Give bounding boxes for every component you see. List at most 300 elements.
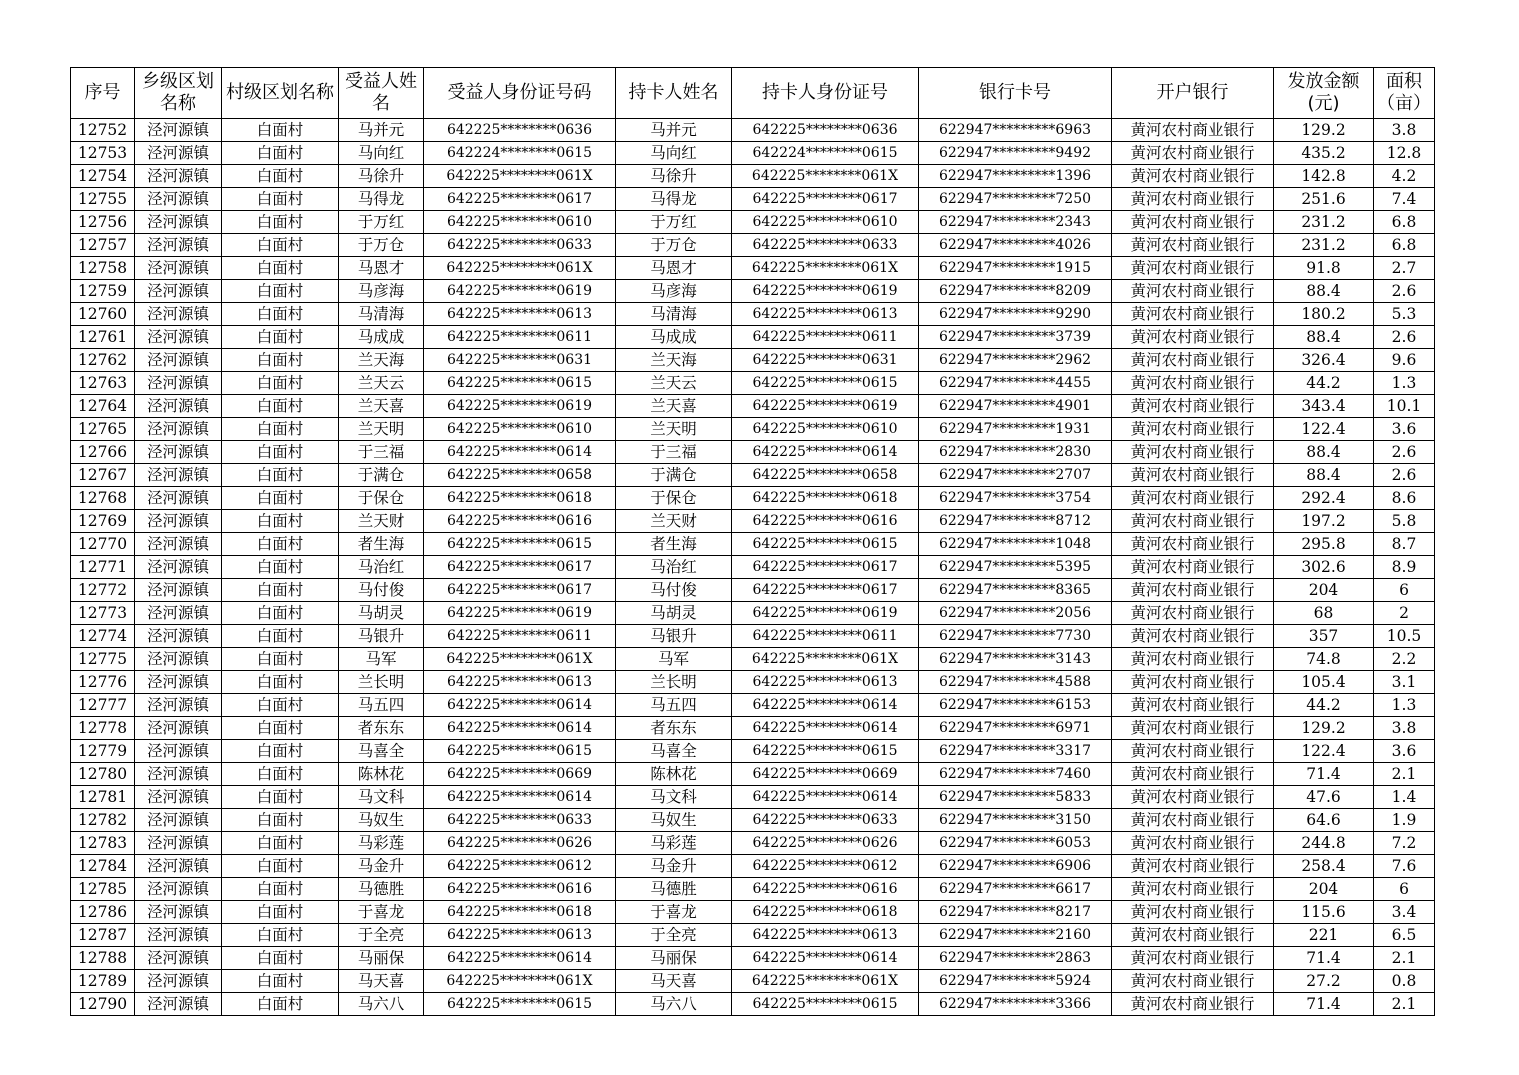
cell-serial: 12760 [71, 303, 135, 326]
col-header-township: 乡级区划名称 [135, 68, 222, 119]
cell-area: 12.8 [1374, 142, 1435, 165]
cell-cardholder-id: 642225********0613 [732, 924, 919, 947]
cell-cardholder-id: 642225********0658 [732, 464, 919, 487]
cell-beneficiary-id: 642225********0615 [424, 533, 616, 556]
cell-serial: 12758 [71, 257, 135, 280]
cell-village: 白面村 [222, 901, 339, 924]
cell-serial: 12785 [71, 878, 135, 901]
cell-bank-card: 622947*********3317 [919, 740, 1112, 763]
table-row [71, 487, 1435, 510]
cell-beneficiary-name: 马丽保 [339, 947, 424, 970]
cell-amount: 435.2 [1274, 142, 1374, 165]
table-row [71, 234, 1435, 257]
cell-cardholder-id: 642225********0617 [732, 556, 919, 579]
cell-cardholder-name: 于喜龙 [616, 901, 732, 924]
cell-beneficiary-name: 者东东 [339, 717, 424, 740]
cell-bank: 黄河农村商业银行 [1112, 993, 1274, 1016]
cell-beneficiary-name: 马向红 [339, 142, 424, 165]
cell-township: 泾河源镇 [135, 694, 222, 717]
cell-amount: 197.2 [1274, 510, 1374, 533]
cell-bank-card: 622947*********3150 [919, 809, 1112, 832]
cell-cardholder-name: 兰天云 [616, 372, 732, 395]
cell-beneficiary-name: 马徐升 [339, 165, 424, 188]
cell-cardholder-name: 者生海 [616, 533, 732, 556]
cell-beneficiary-id: 642225********0633 [424, 809, 616, 832]
cell-amount: 71.4 [1274, 763, 1374, 786]
cell-bank: 黄河农村商业银行 [1112, 464, 1274, 487]
col-header-amount: 发放金额(元) [1274, 68, 1374, 119]
cell-township: 泾河源镇 [135, 924, 222, 947]
cell-beneficiary-id: 642225********0631 [424, 349, 616, 372]
table-body [71, 119, 1435, 1016]
cell-area: 0.8 [1374, 970, 1435, 993]
cell-cardholder-name: 于全亮 [616, 924, 732, 947]
cell-cardholder-name: 马恩才 [616, 257, 732, 280]
cell-beneficiary-name: 马清海 [339, 303, 424, 326]
cell-cardholder-id: 642225********0617 [732, 579, 919, 602]
cell-beneficiary-name: 马军 [339, 648, 424, 671]
col-header-beneficiary-name: 受益人姓名 [339, 68, 424, 119]
cell-bank-card: 622947*********7250 [919, 188, 1112, 211]
cell-beneficiary-id: 642225********0610 [424, 418, 616, 441]
table-row [71, 694, 1435, 717]
cell-bank-card: 622947*********3739 [919, 326, 1112, 349]
cell-bank: 黄河农村商业银行 [1112, 533, 1274, 556]
table-row [71, 579, 1435, 602]
cell-township: 泾河源镇 [135, 947, 222, 970]
cell-serial: 12778 [71, 717, 135, 740]
cell-cardholder-name: 陈林花 [616, 763, 732, 786]
cell-beneficiary-name: 马银升 [339, 625, 424, 648]
cell-cardholder-name: 兰天海 [616, 349, 732, 372]
table-row [71, 602, 1435, 625]
table-row [71, 556, 1435, 579]
cell-cardholder-name: 于满仓 [616, 464, 732, 487]
cell-beneficiary-name: 马彦海 [339, 280, 424, 303]
cell-beneficiary-name: 于万红 [339, 211, 424, 234]
cell-bank: 黄河农村商业银行 [1112, 809, 1274, 832]
cell-bank: 黄河农村商业银行 [1112, 257, 1274, 280]
cell-cardholder-name: 于三福 [616, 441, 732, 464]
cell-area: 10.5 [1374, 625, 1435, 648]
cell-beneficiary-name: 于喜龙 [339, 901, 424, 924]
cell-village: 白面村 [222, 786, 339, 809]
cell-township: 泾河源镇 [135, 579, 222, 602]
cell-serial: 12764 [71, 395, 135, 418]
table-row [71, 993, 1435, 1016]
cell-village: 白面村 [222, 993, 339, 1016]
cell-amount: 88.4 [1274, 464, 1374, 487]
cell-village: 白面村 [222, 142, 339, 165]
cell-cardholder-name: 兰天喜 [616, 395, 732, 418]
cell-serial: 12763 [71, 372, 135, 395]
cell-bank-card: 622947*********4901 [919, 395, 1112, 418]
cell-village: 白面村 [222, 970, 339, 993]
col-header-cardholder-id: 持卡人身份证号 [732, 68, 919, 119]
cell-bank: 黄河农村商业银行 [1112, 234, 1274, 257]
cell-area: 1.3 [1374, 372, 1435, 395]
cell-amount: 71.4 [1274, 993, 1374, 1016]
table-row [71, 142, 1435, 165]
cell-cardholder-name: 马六八 [616, 993, 732, 1016]
cell-bank: 黄河农村商业银行 [1112, 694, 1274, 717]
cell-cardholder-name: 马付俊 [616, 579, 732, 602]
col-header-area: 面积（亩） [1374, 68, 1435, 119]
cell-area: 5.8 [1374, 510, 1435, 533]
cell-township: 泾河源镇 [135, 418, 222, 441]
cell-bank-card: 622947*********9290 [919, 303, 1112, 326]
cell-cardholder-name: 马得龙 [616, 188, 732, 211]
cell-cardholder-name: 马五四 [616, 694, 732, 717]
cell-village: 白面村 [222, 510, 339, 533]
cell-cardholder-name: 马喜全 [616, 740, 732, 763]
cell-cardholder-id: 642225********061X [732, 165, 919, 188]
cell-cardholder-id: 642225********061X [732, 970, 919, 993]
cell-serial: 12780 [71, 763, 135, 786]
cell-serial: 12754 [71, 165, 135, 188]
cell-bank-card: 622947*********2863 [919, 947, 1112, 970]
cell-area: 8.7 [1374, 533, 1435, 556]
cell-cardholder-id: 642225********0613 [732, 671, 919, 694]
cell-bank: 黄河农村商业银行 [1112, 602, 1274, 625]
cell-bank-card: 622947*********9492 [919, 142, 1112, 165]
cell-bank-card: 622947*********6153 [919, 694, 1112, 717]
cell-township: 泾河源镇 [135, 119, 222, 142]
cell-beneficiary-id: 642225********0615 [424, 372, 616, 395]
cell-area: 7.6 [1374, 855, 1435, 878]
cell-cardholder-name: 马徐升 [616, 165, 732, 188]
cell-bank-card: 622947*********7460 [919, 763, 1112, 786]
cell-village: 白面村 [222, 303, 339, 326]
table-row [71, 257, 1435, 280]
cell-village: 白面村 [222, 947, 339, 970]
cell-bank-card: 622947*********1931 [919, 418, 1112, 441]
cell-cardholder-id: 642225********0633 [732, 234, 919, 257]
cell-beneficiary-id: 642225********0616 [424, 878, 616, 901]
cell-amount: 326.4 [1274, 349, 1374, 372]
cell-bank-card: 622947*********5395 [919, 556, 1112, 579]
cell-beneficiary-id: 642225********0636 [424, 119, 616, 142]
cell-bank: 黄河农村商业银行 [1112, 441, 1274, 464]
cell-cardholder-name: 马德胜 [616, 878, 732, 901]
cell-township: 泾河源镇 [135, 257, 222, 280]
cell-cardholder-id: 642225********061X [732, 257, 919, 280]
table-row [71, 211, 1435, 234]
cell-beneficiary-name: 马并元 [339, 119, 424, 142]
cell-cardholder-id: 642225********0613 [732, 303, 919, 326]
cell-area: 2.6 [1374, 326, 1435, 349]
cell-amount: 302.6 [1274, 556, 1374, 579]
cell-area: 3.6 [1374, 418, 1435, 441]
cell-bank: 黄河农村商业银行 [1112, 372, 1274, 395]
cell-township: 泾河源镇 [135, 372, 222, 395]
cell-village: 白面村 [222, 119, 339, 142]
cell-serial: 12790 [71, 993, 135, 1016]
cell-beneficiary-id: 642225********061X [424, 970, 616, 993]
cell-village: 白面村 [222, 372, 339, 395]
cell-bank: 黄河农村商业银行 [1112, 878, 1274, 901]
cell-area: 8.9 [1374, 556, 1435, 579]
table-row [71, 165, 1435, 188]
cell-village: 白面村 [222, 671, 339, 694]
table-row [71, 372, 1435, 395]
cell-bank: 黄河农村商业银行 [1112, 303, 1274, 326]
cell-amount: 88.4 [1274, 326, 1374, 349]
cell-bank: 黄河农村商业银行 [1112, 326, 1274, 349]
cell-cardholder-id: 642225********0614 [732, 947, 919, 970]
cell-amount: 129.2 [1274, 119, 1374, 142]
cell-serial: 12765 [71, 418, 135, 441]
cell-cardholder-id: 642225********0615 [732, 740, 919, 763]
cell-bank-card: 622947*********5924 [919, 970, 1112, 993]
cell-bank: 黄河农村商业银行 [1112, 142, 1274, 165]
cell-serial: 12776 [71, 671, 135, 694]
cell-cardholder-name: 马彦海 [616, 280, 732, 303]
cell-beneficiary-name: 兰长明 [339, 671, 424, 694]
cell-beneficiary-id: 642225********061X [424, 257, 616, 280]
cell-township: 泾河源镇 [135, 740, 222, 763]
cell-beneficiary-id: 642224********0615 [424, 142, 616, 165]
cell-beneficiary-id: 642225********0618 [424, 487, 616, 510]
cell-beneficiary-id: 642225********0619 [424, 395, 616, 418]
table-row [71, 878, 1435, 901]
cell-bank: 黄河农村商业银行 [1112, 832, 1274, 855]
cell-bank-card: 622947*********6971 [919, 717, 1112, 740]
col-header-bank-card: 银行卡号 [919, 68, 1112, 119]
cell-cardholder-name: 马文科 [616, 786, 732, 809]
cell-amount: 88.4 [1274, 280, 1374, 303]
cell-amount: 122.4 [1274, 418, 1374, 441]
cell-cardholder-id: 642225********0618 [732, 901, 919, 924]
cell-cardholder-name: 马并元 [616, 119, 732, 142]
table-row [71, 119, 1435, 142]
cell-cardholder-id: 642225********0614 [732, 694, 919, 717]
cell-serial: 12789 [71, 970, 135, 993]
cell-serial: 12762 [71, 349, 135, 372]
cell-beneficiary-name: 马治红 [339, 556, 424, 579]
cell-cardholder-name: 兰长明 [616, 671, 732, 694]
cell-serial: 12771 [71, 556, 135, 579]
cell-area: 1.4 [1374, 786, 1435, 809]
cell-village: 白面村 [222, 418, 339, 441]
cell-bank: 黄河农村商业银行 [1112, 947, 1274, 970]
cell-village: 白面村 [222, 533, 339, 556]
cell-cardholder-id: 642225********0615 [732, 533, 919, 556]
cell-beneficiary-name: 马天喜 [339, 970, 424, 993]
cell-township: 泾河源镇 [135, 533, 222, 556]
cell-beneficiary-name: 马彩莲 [339, 832, 424, 855]
cell-beneficiary-id: 642225********061X [424, 165, 616, 188]
cell-cardholder-id: 642225********0631 [732, 349, 919, 372]
cell-cardholder-name: 兰天财 [616, 510, 732, 533]
cell-village: 白面村 [222, 441, 339, 464]
table-row [71, 717, 1435, 740]
cell-beneficiary-id: 642225********0619 [424, 602, 616, 625]
cell-bank-card: 622947*********6963 [919, 119, 1112, 142]
cell-beneficiary-name: 于满仓 [339, 464, 424, 487]
cell-township: 泾河源镇 [135, 901, 222, 924]
header-row [71, 68, 1435, 119]
cell-township: 泾河源镇 [135, 855, 222, 878]
subsidy-table [70, 67, 1435, 1016]
cell-bank-card: 622947*********2962 [919, 349, 1112, 372]
cell-cardholder-id: 642225********0616 [732, 510, 919, 533]
cell-bank: 黄河农村商业银行 [1112, 786, 1274, 809]
cell-beneficiary-id: 642225********0612 [424, 855, 616, 878]
cell-cardholder-id: 642225********0615 [732, 993, 919, 1016]
cell-bank-card: 622947*********4588 [919, 671, 1112, 694]
table-row [71, 671, 1435, 694]
cell-cardholder-id: 642225********0669 [732, 763, 919, 786]
cell-beneficiary-id: 642225********0611 [424, 326, 616, 349]
cell-village: 白面村 [222, 349, 339, 372]
cell-bank: 黄河农村商业银行 [1112, 556, 1274, 579]
cell-beneficiary-id: 642225********0633 [424, 234, 616, 257]
cell-area: 2.1 [1374, 993, 1435, 1016]
cell-township: 泾河源镇 [135, 142, 222, 165]
cell-bank-card: 622947*********8365 [919, 579, 1112, 602]
cell-village: 白面村 [222, 234, 339, 257]
cell-area: 6.5 [1374, 924, 1435, 947]
table-row [71, 947, 1435, 970]
cell-amount: 251.6 [1274, 188, 1374, 211]
cell-beneficiary-id: 642225********0615 [424, 993, 616, 1016]
cell-serial: 12768 [71, 487, 135, 510]
table-row [71, 326, 1435, 349]
cell-cardholder-id: 642225********0616 [732, 878, 919, 901]
cell-township: 泾河源镇 [135, 809, 222, 832]
cell-serial: 12783 [71, 832, 135, 855]
cell-bank: 黄河农村商业银行 [1112, 418, 1274, 441]
cell-cardholder-id: 642224********0615 [732, 142, 919, 165]
cell-cardholder-id: 642225********0636 [732, 119, 919, 142]
cell-area: 2.6 [1374, 441, 1435, 464]
cell-serial: 12777 [71, 694, 135, 717]
cell-cardholder-id: 642225********0614 [732, 717, 919, 740]
cell-village: 白面村 [222, 740, 339, 763]
table-row [71, 763, 1435, 786]
cell-village: 白面村 [222, 188, 339, 211]
cell-beneficiary-name: 马德胜 [339, 878, 424, 901]
cell-bank-card: 622947*********3754 [919, 487, 1112, 510]
cell-bank: 黄河农村商业银行 [1112, 579, 1274, 602]
cell-village: 白面村 [222, 326, 339, 349]
cell-bank: 黄河农村商业银行 [1112, 625, 1274, 648]
cell-cardholder-id: 642225********0619 [732, 395, 919, 418]
cell-village: 白面村 [222, 809, 339, 832]
cell-area: 7.2 [1374, 832, 1435, 855]
cell-area: 1.3 [1374, 694, 1435, 717]
cell-bank: 黄河农村商业银行 [1112, 165, 1274, 188]
cell-cardholder-name: 马清海 [616, 303, 732, 326]
cell-amount: 122.4 [1274, 740, 1374, 763]
cell-beneficiary-name: 兰天明 [339, 418, 424, 441]
cell-beneficiary-id: 642225********061X [424, 648, 616, 671]
cell-cardholder-id: 642225********0611 [732, 326, 919, 349]
cell-amount: 204 [1274, 878, 1374, 901]
cell-township: 泾河源镇 [135, 211, 222, 234]
cell-township: 泾河源镇 [135, 717, 222, 740]
cell-village: 白面村 [222, 763, 339, 786]
cell-area: 2.6 [1374, 464, 1435, 487]
cell-beneficiary-id: 642225********0613 [424, 303, 616, 326]
cell-area: 3.8 [1374, 119, 1435, 142]
cell-beneficiary-id: 642225********0614 [424, 947, 616, 970]
cell-serial: 12773 [71, 602, 135, 625]
cell-cardholder-id: 642225********0611 [732, 625, 919, 648]
cell-beneficiary-name: 马得龙 [339, 188, 424, 211]
cell-serial: 12782 [71, 809, 135, 832]
cell-cardholder-name: 于保仓 [616, 487, 732, 510]
cell-cardholder-name: 马金升 [616, 855, 732, 878]
cell-area: 3.6 [1374, 740, 1435, 763]
cell-beneficiary-id: 642225********0613 [424, 924, 616, 947]
cell-township: 泾河源镇 [135, 763, 222, 786]
cell-township: 泾河源镇 [135, 349, 222, 372]
cell-cardholder-id: 642225********0633 [732, 809, 919, 832]
cell-township: 泾河源镇 [135, 510, 222, 533]
cell-beneficiary-id: 642225********0618 [424, 901, 616, 924]
cell-township: 泾河源镇 [135, 165, 222, 188]
cell-amount: 343.4 [1274, 395, 1374, 418]
cell-amount: 91.8 [1274, 257, 1374, 280]
cell-bank-card: 622947*********7730 [919, 625, 1112, 648]
cell-township: 泾河源镇 [135, 671, 222, 694]
cell-township: 泾河源镇 [135, 441, 222, 464]
cell-bank: 黄河农村商业银行 [1112, 648, 1274, 671]
cell-beneficiary-name: 于保仓 [339, 487, 424, 510]
table-row [71, 188, 1435, 211]
cell-township: 泾河源镇 [135, 832, 222, 855]
cell-township: 泾河源镇 [135, 395, 222, 418]
cell-beneficiary-id: 642225********0614 [424, 441, 616, 464]
cell-village: 白面村 [222, 165, 339, 188]
cell-township: 泾河源镇 [135, 487, 222, 510]
cell-cardholder-id: 642225********0614 [732, 786, 919, 809]
cell-village: 白面村 [222, 280, 339, 303]
cell-beneficiary-name: 兰天海 [339, 349, 424, 372]
cell-beneficiary-name: 于万仓 [339, 234, 424, 257]
cell-cardholder-name: 于万仓 [616, 234, 732, 257]
cell-cardholder-name: 马彩莲 [616, 832, 732, 855]
cell-bank: 黄河农村商业银行 [1112, 280, 1274, 303]
cell-township: 泾河源镇 [135, 280, 222, 303]
cell-serial: 12779 [71, 740, 135, 763]
cell-beneficiary-name: 兰天云 [339, 372, 424, 395]
cell-township: 泾河源镇 [135, 786, 222, 809]
cell-bank-card: 622947*********6617 [919, 878, 1112, 901]
cell-beneficiary-id: 642225********0610 [424, 211, 616, 234]
cell-bank-card: 622947*********2343 [919, 211, 1112, 234]
cell-area: 2 [1374, 602, 1435, 625]
cell-amount: 115.6 [1274, 901, 1374, 924]
table-row [71, 901, 1435, 924]
cell-area: 10.1 [1374, 395, 1435, 418]
cell-beneficiary-name: 马文科 [339, 786, 424, 809]
cell-township: 泾河源镇 [135, 464, 222, 487]
col-header-cardholder-name: 持卡人姓名 [616, 68, 732, 119]
cell-area: 2.6 [1374, 280, 1435, 303]
cell-beneficiary-id: 642225********0615 [424, 740, 616, 763]
cell-area: 7.4 [1374, 188, 1435, 211]
cell-area: 6.8 [1374, 234, 1435, 257]
col-header-beneficiary-id: 受益人身份证号码 [424, 68, 616, 119]
cell-amount: 47.6 [1274, 786, 1374, 809]
cell-bank-card: 622947*********3143 [919, 648, 1112, 671]
cell-amount: 142.8 [1274, 165, 1374, 188]
cell-beneficiary-name: 马胡灵 [339, 602, 424, 625]
cell-bank: 黄河农村商业银行 [1112, 740, 1274, 763]
